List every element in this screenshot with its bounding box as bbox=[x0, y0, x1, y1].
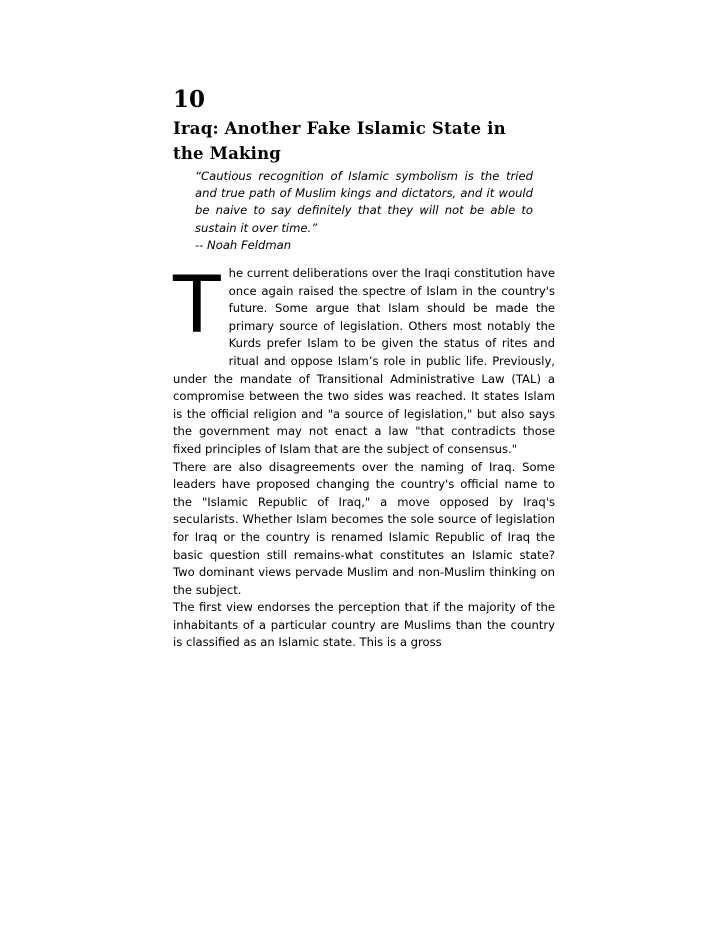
epigraph bbox=[195, 168, 533, 254]
book-page bbox=[173, 84, 555, 652]
body-paragraph bbox=[173, 261, 555, 459]
drop-cap: T bbox=[173, 261, 221, 352]
chapter-body bbox=[173, 261, 555, 652]
body-paragraph: There are also disagreements over the naming of Iraq. Some leaders have proposed changing the country's official name to the "Islamic Republic of Iraq," a move opposed by Iraq's secularists. Whether Islam becomes the sole source of legislation for Iraq or the country is renamed Islamic Republic of Iraq the basic question still remains-what constitutes an Islamic state? Two dominant views pervade Muslim and non-Muslim thinking on the subject. bbox=[173, 459, 555, 597]
chapter-number: 10 bbox=[173, 86, 206, 113]
body-paragraph-text: he current deliberations over the Iraqi constitution have once again raised the spectre of Islam in the country's future. Some argue that Islam should be made the primary source of legislation. Others most notably the Kurds prefer Islam to be given the status of rites and ritual and oppose Islam’s role in public life. Previously, under the mandate of Transitional Administrative Law (TAL) a compromise between the two sides was reached. It states Islam is the official religion and "a source of legislation," but also says the government may not enact a law "that contradicts those fixed principles of Islam that are the subject of consensus." bbox=[173, 266, 555, 456]
epigraph-author: -- Noah Feldman bbox=[195, 237, 292, 252]
chapter-title: Iraq: Another Fake Islamic State in the Making bbox=[173, 119, 506, 163]
body-paragraph: The first view endorses the perception that if the majority of the inhabitants of a particular country are Muslims than the country is classified as an Islamic state. This is a gross bbox=[173, 600, 555, 650]
epigraph-quote: “Cautious recognition of Islamic symbolism is the tried and true path of Muslim kings and dictators, and it would be naive to say definitely that they will not be able to sustain it over time.” bbox=[195, 169, 533, 235]
